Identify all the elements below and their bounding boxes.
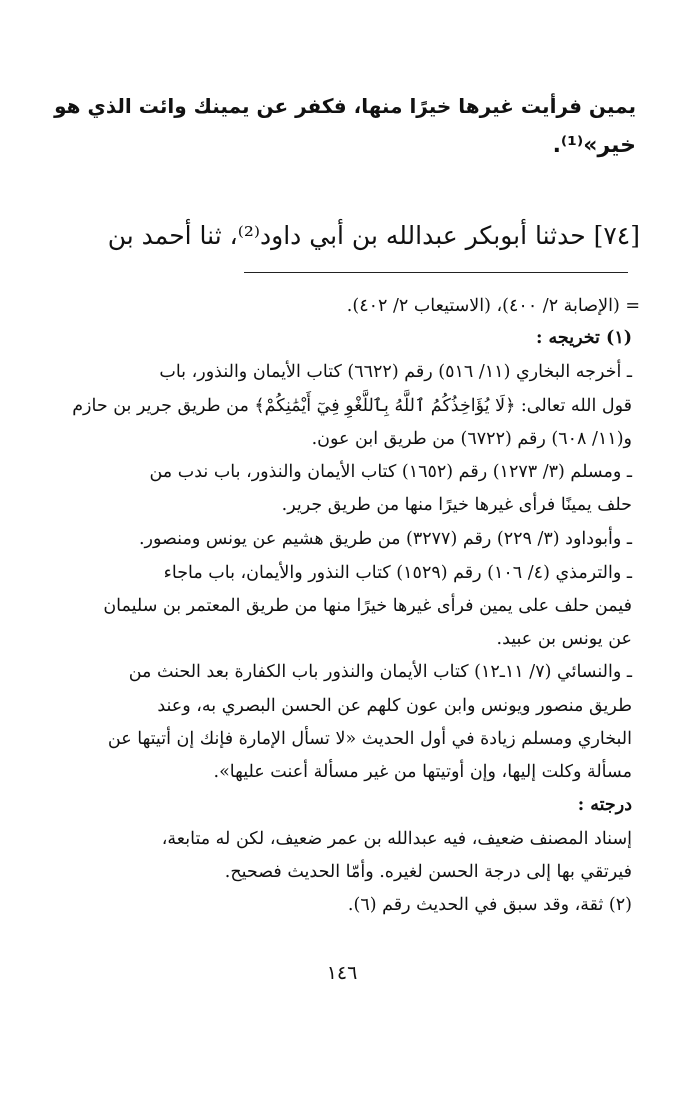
footnote-1-line: فيمن حلف على يمين فرأى غيرها خيرًا منها من طريق المعتمر بن سليمان	[103, 596, 632, 616]
grade-line: فيرتقي بها إلى درجة الحسن لغيره. وأمّا الحديث فصحيح.	[224, 862, 632, 882]
grade-heading: درجته :	[577, 795, 632, 815]
hadith-74-line: [٧٤] حدثنا أبوبكر عبدالله بن أبي داود⁽²⁾، ثنا أحمد بن	[107, 221, 640, 250]
main-text-line-2: خير»⁽¹⁾.	[552, 133, 636, 158]
footnote-1-line: و(١١/ ٦٠٨) رقم (٦٧٢٢) من طريق ابن عون.	[311, 429, 632, 449]
footnote-1-line: مسألة وكلت إليها، وإن أوتيتها من غير مسألة أعنت عليها».	[213, 762, 632, 782]
grade-line: إسناد المصنف ضعيف، فيه عبدالله بن عمر ضعيف، لكن له متابعة،	[161, 829, 632, 849]
footnote-1-line: ـ ومسلم (٣/ ١٢٧٣) رقم (١٦٥٢) كتاب الأيمان والنذور، باب ندب من	[149, 462, 632, 482]
main-text-line-1: يمين فرأيت غيرها خيرًا منها، فكفر عن يمينك وائت الذي هو	[54, 94, 636, 118]
page-number: ١٤٦	[326, 962, 358, 984]
footnote-1-line: البخاري ومسلم زيادة في أول الحديث «لا تسأل الإمارة فإنك إن أتيتها عن	[107, 729, 632, 749]
footnote-1-line: عن يونس بن عبيد.	[496, 629, 632, 649]
footnote-1-line: ـ وأبوداود (٣/ ٢٢٩) رقم (٣٢٧٧) من طريق هشيم عن يونس ومنصور.	[138, 529, 632, 549]
footnote-1-heading: (١) تخريجه :	[536, 328, 632, 348]
footnote-1-line: ـ والنسائي (٧/ ١١ـ١٢) كتاب الأيمان والنذور باب الكفارة بعد الحنث من	[128, 662, 632, 682]
footnote-1-line: ـ أخرجه البخاري (١١/ ٥١٦) رقم (٦٦٢٢) كتاب الأيمان والنذور، باب	[159, 362, 632, 382]
footnote-1-line: ـ والترمذي (٤/ ١٠٦) رقم (١٥٢٩) كتاب النذور والأيمان، باب ماجاء	[163, 563, 632, 583]
footnote-separator	[244, 272, 628, 273]
footnote-1-line: قول الله تعالى: ﴿لَا يُؤَاخِذُكُمُ ٱللَّهُ بِٱللَّغْوِ فِيٓ أَيْمَٰنِكُمْ﴾ من طريق جرير بن حازم	[72, 396, 632, 416]
footnote-1-line: حلف يمينًا فرأى غيرها خيرًا منها من طريق جرير.	[281, 495, 632, 515]
footnote-1-line: طريق منصور ويونس وابن عون كلهم عن الحسن البصري به، وعند	[157, 696, 632, 716]
footnote-continuation: = (الإصابة ٢/ ٤٠٠)، (الاستيعاب ٢/ ٤٠٢).	[346, 296, 640, 316]
footnote-2: (٢) ثقة، وقد سبق في الحديث رقم (٦).	[347, 895, 632, 915]
